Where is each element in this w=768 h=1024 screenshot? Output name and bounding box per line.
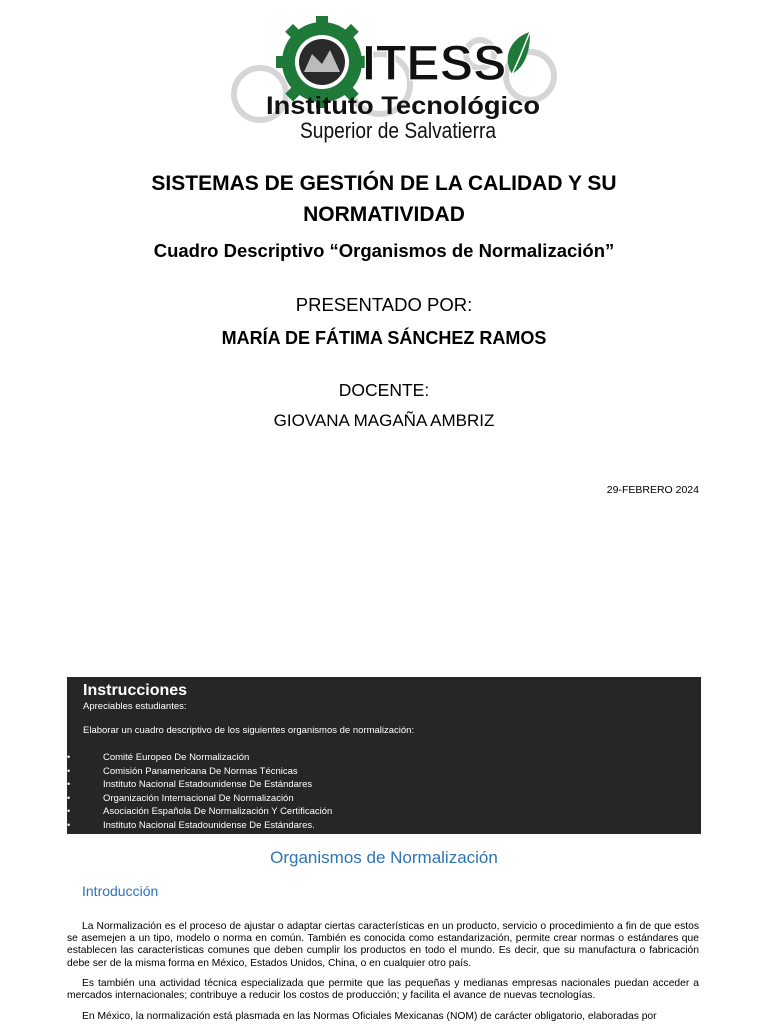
instructions-title: Instrucciones [83, 682, 188, 699]
bullet-icon: • [67, 752, 71, 762]
body-paragraph: La Normalización es el proceso de ajustar o adaptar ciertas características en un producto, servicio o procedimiento a fin de que estos se asemejen a un tipo, modelo o norma en común. También es conocida como estandarización, permite crear normas o estándares que establecen las características comunes que deben cumplir los productos en todo el mundo. Es decir, que su manufactura o fabricación debe ser de la misma forma en México, Estados Unidos, China, o en cualquier otro país. [67, 921, 699, 969]
logo-acronym: ITESS [362, 35, 507, 91]
section-title: Organismos de Normalización [270, 848, 498, 867]
author-name: MARÍA DE FÁTIMA SÁNCHEZ RAMOS [221, 328, 547, 348]
itess-logo-graphic [230, 14, 564, 144]
document-date: 29-FEBRERO 2024 [606, 484, 699, 496]
teacher-name: GIOVANA MAGAÑA AMBRIZ [273, 411, 495, 430]
list-item: • Comité Europeo De Normalización [67, 752, 250, 763]
list-item: • Asociación Española De Normalización Y Certificación [67, 806, 333, 817]
logo-line2: Superior de Salvatierra [300, 118, 497, 143]
instructions-list [67, 751, 701, 832]
bullet-icon: • [67, 792, 71, 803]
list-item: • Instituto Nacional Estadounidense De Estándares [67, 779, 313, 790]
presented-by-label: PRESENTADO POR: [295, 294, 473, 315]
bullet-icon: • [67, 819, 71, 830]
document-title: SISTEMAS DE GESTIÓN DE LA CALIDAD Y SU NORMATIVIDAD [151, 172, 617, 226]
body-paragraph: Es también una actividad técnica especializada que permite que las pequeñas y medianas empresas nacionales puedan acceder a mercados internacionales; contribuye a reducir los costos de producción; y facilita el avance de nuevas tecnologías. [67, 978, 699, 1002]
list-item: • Comisión Panamericana De Normas Técnicas [67, 765, 298, 777]
itess-logo [230, 14, 564, 144]
list-item: • Organización Internacional De Normalización [67, 792, 294, 804]
body-paragraph: En México, la normalización está plasmada en las Normas Oficiales Mexicanas (NOM) de carácter obligatorio, elaboradas por [82, 1011, 657, 1022]
document-subtitle: Cuadro Descriptivo “Organismos de Normalización” [153, 240, 615, 261]
bullet-icon: • [67, 806, 71, 816]
instructions-greeting: Apreciables estudiantes: [83, 701, 187, 712]
list-item: • Instituto Nacional Estadounidense De Estándares. [67, 819, 315, 831]
instructions-task: Elaborar un cuadro descriptivo de los siguientes organismos de normalización: [83, 725, 415, 736]
bullet-icon: • [67, 765, 71, 776]
leaf-icon [508, 32, 530, 74]
instructions-box [67, 677, 701, 834]
teacher-label: DOCENTE: [338, 380, 430, 400]
logo-line1: Instituto Tecnológico [266, 92, 540, 120]
intro-heading: Introducción [82, 883, 159, 899]
bullet-icon: • [67, 779, 71, 789]
